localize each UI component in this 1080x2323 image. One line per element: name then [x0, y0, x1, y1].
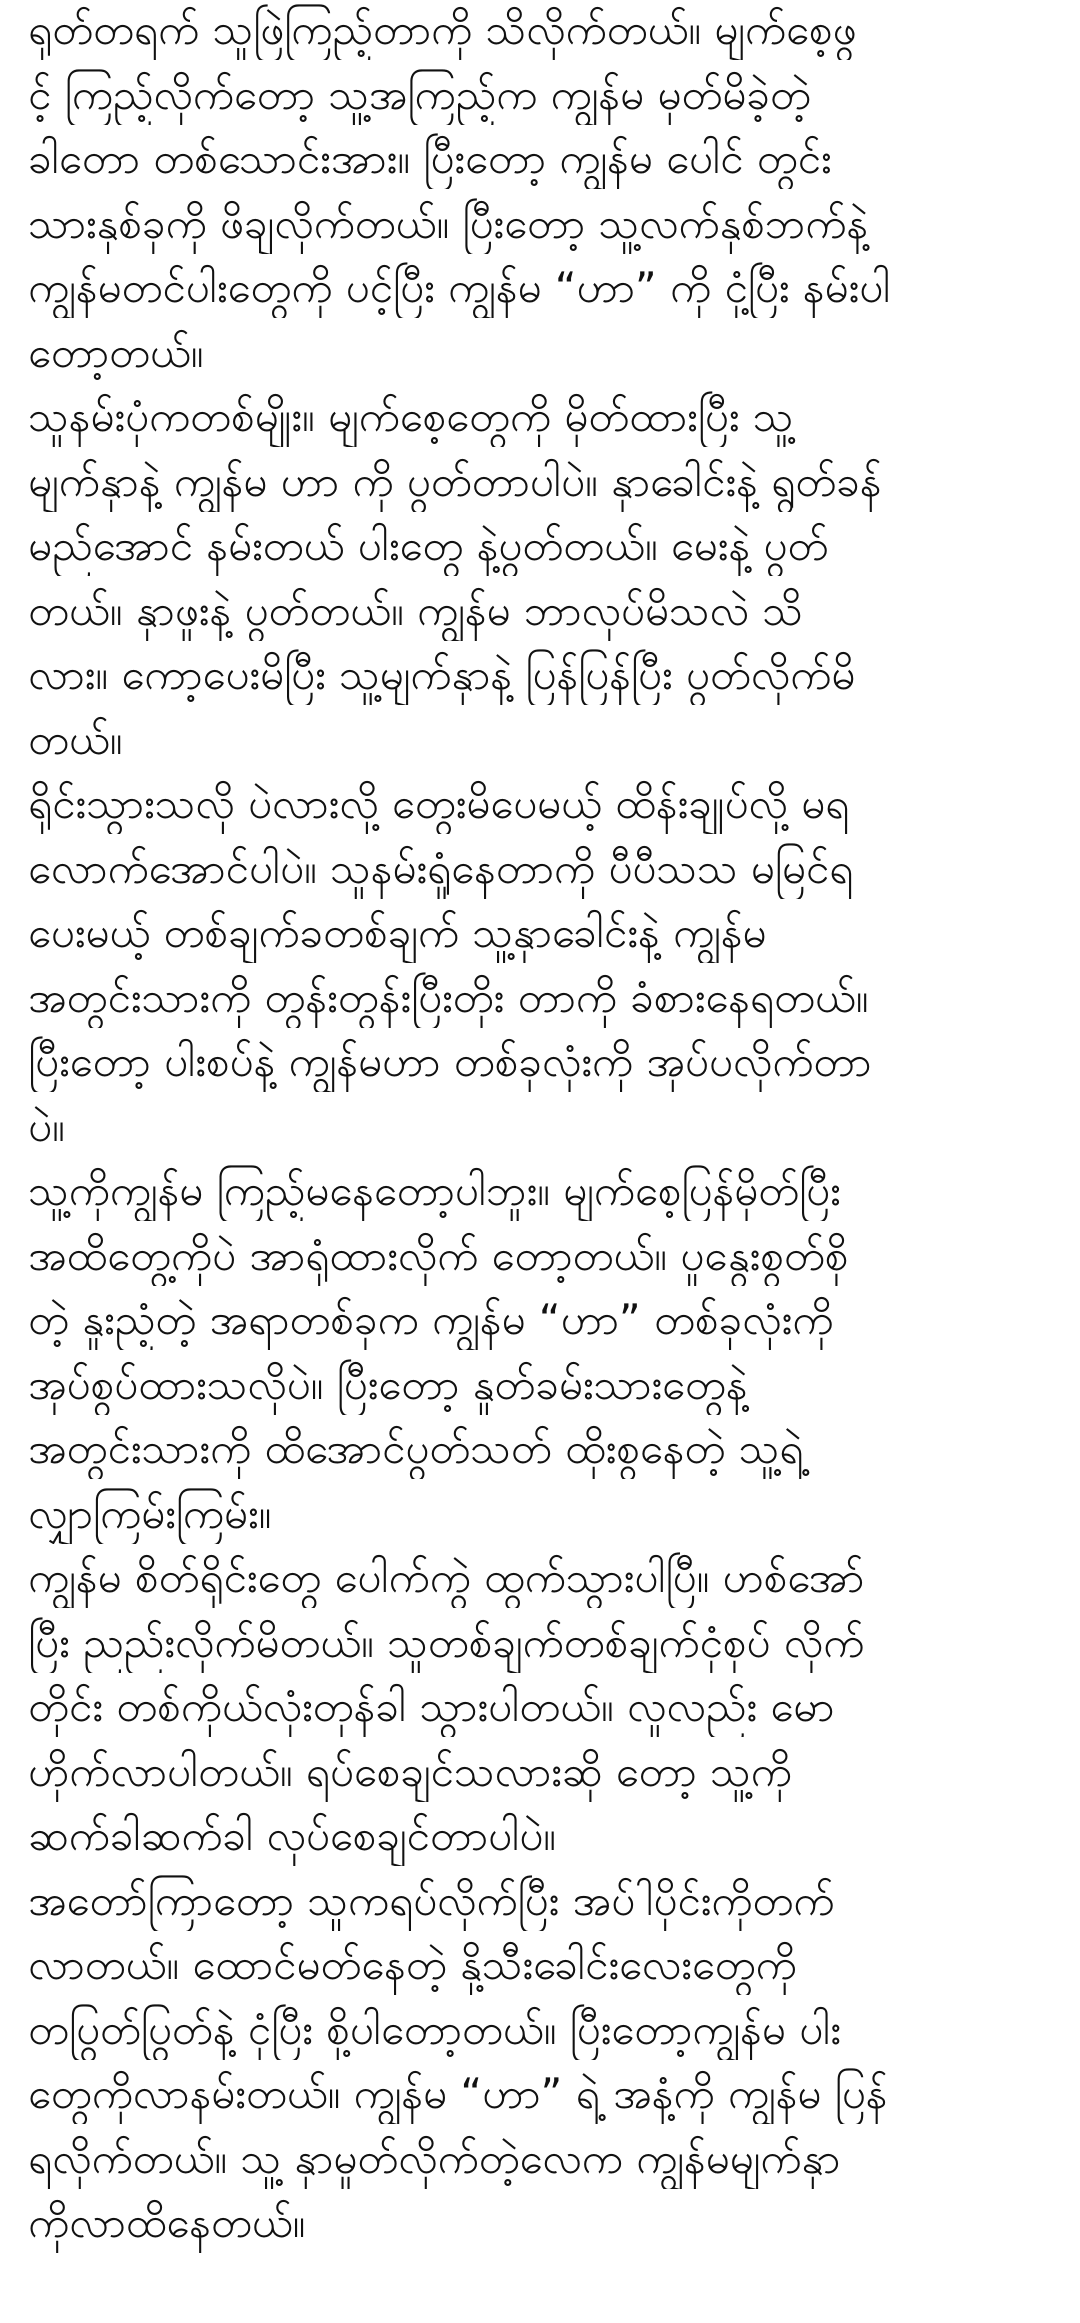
- text-line: မျက်နှာနဲ့ ကျွန်မ ဟာ ကို ပွတ်တာပါပဲ။ နှာခေါင်းနဲ့ ရွတ်ခန်: [28, 456, 882, 506]
- text-line: တိုင်း တစ်ကိုယ်လုံးတုန်ခါ သွားပါတယ်။ လူလည်း မော: [28, 1682, 835, 1731]
- text-line: လား။ ကော့ပေးမိပြီး သူ့မျက်နှာနဲ့ ပြန်ပြန်ပြီး ပွတ်လိုက်မိ: [28, 650, 856, 699]
- text-line: ပြီး ညည်းလိုက်မိတယ်။ သူတစ်ချက်တစ်ချက်ငုံစုပ် လိုက်: [28, 1617, 865, 1667]
- text-line: တယ်။: [28, 714, 123, 764]
- text-line: မည်အောင် နမ်းတယ် ပါးတွေ နဲ့ပွတ်တယ်။ မေးနဲ့ ပွတ်: [28, 521, 829, 570]
- text-line: အတော်ကြာတော့ သူကရပ်လိုက်ပြီး အပ်ါပိုင်းကိုတက်: [28, 1875, 835, 1925]
- text-line: ခါတော တစ်သောင်းအား။ ပြီးတော့ ကျွန်မ ပေါင် တွင်း: [28, 134, 832, 183]
- text-line: သူနမ်းပုံကတစ်မျိုး။ မျက်စေ့တွေကို မှိတ်ထားပြီး သူ့: [28, 392, 794, 441]
- text-line: တွေကိုလာနမ်းတယ်။ ကျွန်မ “ဟာ” ရဲ့ အနံ့ကို ကျွန်မ ပြန်: [28, 2069, 888, 2118]
- text-line: အုပ်စွပ်ထားသလိုပဲ။ ပြီးတော့ နှုတ်ခမ်းသားတွေနဲ့: [28, 1359, 748, 1409]
- text-line: တဲ့ နူးညံ့တဲ့ အရာတစ်ခုက ကျွန်မ “ဟာ” တစ်ခုလုံးကို: [28, 1295, 834, 1344]
- text-line: တော့တယ်။: [28, 327, 204, 377]
- text-line: ဟိုက်လာပါတယ်။ ရပ်စေချင်သလားဆို တော့ သူ့ကို: [28, 1746, 792, 1796]
- text-line: င့် ကြည့်လိုက်တော့ သူ့အကြည့်က ကျွန်မ မှတ်မိခဲ့တဲ့: [28, 69, 811, 119]
- text-line: ကျွန်မ စိတ်ရိုင်းတွေ ပေါက်ကွဲ ထွက်သွားပါပြီ။ ဟစ်အော်: [28, 1553, 865, 1602]
- text-line: ကိုလာထိနေတယ်။: [28, 2198, 306, 2247]
- text-line: အတွင်းသားကို တွန်းတွန်းပြီးတိုး တာကို ခံစားနေရတယ်။: [28, 972, 869, 1022]
- text-line: တပြွတ်ပြွတ်နဲ့ ငုံပြီး စို့ပါတော့တယ်။ ပြီးတော့ကျွန်မ ပါး: [28, 2004, 841, 2054]
- text-line: ကျွန်မတင်ပါးတွေကို ပင့်ပြီး ကျွန်မ “ဟာ” ကို ငုံ့ပြီး နမ်းပါ: [28, 263, 891, 312]
- text-line: သူ့ကိုကျွန်မ ကြည့်မနေတော့ပါဘူး။ မျက်စေ့ပြန်မှိတ်ပြီး: [28, 1166, 841, 1215]
- text-line: ဆက်ခါဆက်ခါ လုပ်စေချင်တာပါပဲ။: [28, 1811, 556, 1860]
- text-line: ပဲ။: [28, 1101, 65, 1151]
- text-line: အထိတွေ့ကိုပဲ အာရုံထားလိုက် တော့တယ်။ ပူနွေးစွတ်စို: [28, 1230, 849, 1280]
- text-line: ရုတ်တရက် သူဖြဲကြည့်တာကို သိလိုက်တယ်။ မျက်စေ့ဖွ: [28, 5, 857, 54]
- text-line: ရိုင်းသွားသလို ပဲလားလို့ တွေးမိပေမယ့် ထိန်းချုပ်လို့ မရ: [28, 779, 850, 828]
- text-line: လာတယ်။ ထောင်မတ်နေတဲ့ နို့သီးခေါင်းလေးတွေကို: [28, 1940, 797, 1989]
- text-line: လောက်အောင်ပါပဲ။ သူနမ်းရှုံနေတာကို ပီပီသသ မမြင်ရ: [28, 843, 854, 893]
- text-line: လျှာကြမ်းကြမ်း။: [28, 1488, 272, 1538]
- text-line: အတွင်းသားကို ထိအောင်ပွတ်သတ် ထိုးစွနေတဲ့ သူ့ရဲ့: [28, 1424, 804, 1473]
- text-line: တယ်။ နှာဖူးနဲ့ ပွတ်တယ်။ ကျွန်မ ဘာလုပ်မိသလဲ သိ: [28, 585, 803, 635]
- text-line: ပေးမယ့် တစ်ချက်ခတစ်ချက် သူ့နှာခေါင်းနဲ့ ကျွန်မ: [28, 908, 767, 957]
- text-line: ရလိုက်တယ်။ သူ့ နှာမှုတ်လိုက်တဲ့လေက ကျွန်မမျက်နှာ: [28, 2133, 841, 2183]
- text-line: သားနှစ်ခုကို ဖိချလိုက်တယ်။ ပြီးတော့ သူ့လက်နှစ်ဘက်နဲ့: [28, 198, 869, 248]
- text-line: ပြီးတော့ ပါးစပ်နဲ့ ကျွန်မဟာ တစ်ခုလုံးကို အုပ်ပလိုက်တာ: [28, 1037, 872, 1086]
- document-page: [28, 0, 1058, 2323]
